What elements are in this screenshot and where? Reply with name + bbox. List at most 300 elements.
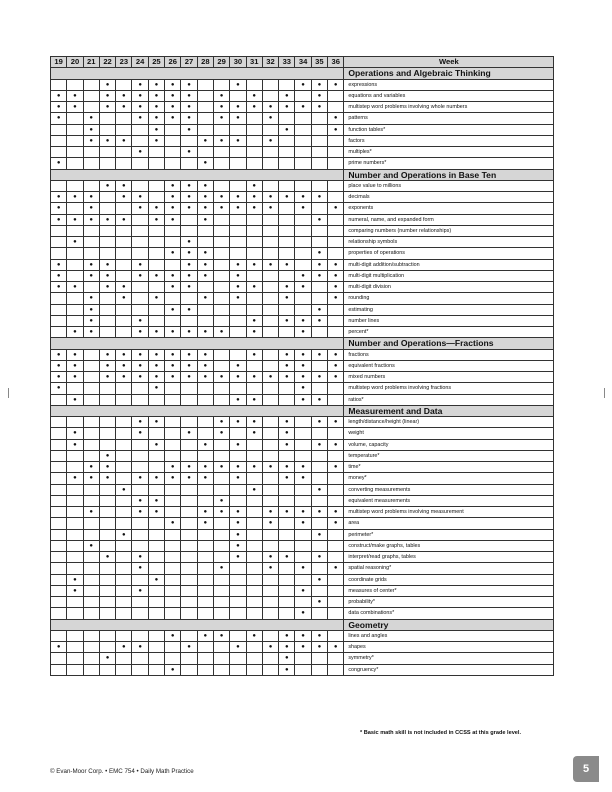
coverage-dot	[197, 203, 213, 214]
empty-cell	[148, 315, 164, 326]
empty-cell	[328, 158, 344, 169]
coverage-dot	[116, 293, 132, 304]
empty-cell	[132, 394, 148, 405]
empty-cell	[279, 147, 295, 158]
coverage-dot	[148, 113, 164, 124]
coverage-dot	[116, 282, 132, 293]
empty-cell	[295, 597, 311, 608]
empty-cell	[51, 417, 67, 428]
empty-cell	[213, 664, 229, 675]
coverage-dot	[197, 462, 213, 473]
coverage-dot	[83, 214, 99, 225]
coverage-dot	[279, 372, 295, 383]
empty-cell	[67, 653, 83, 664]
empty-cell	[295, 113, 311, 124]
empty-cell	[279, 158, 295, 169]
empty-cell	[116, 552, 132, 563]
coverage-dot	[67, 282, 83, 293]
empty-cell	[181, 563, 197, 574]
empty-cell	[246, 552, 262, 563]
coverage-dot	[279, 428, 295, 439]
empty-cell	[99, 113, 115, 124]
empty-cell	[165, 383, 181, 394]
empty-cell	[246, 158, 262, 169]
empty-cell	[148, 653, 164, 664]
empty-cell	[262, 248, 278, 259]
empty-cell	[230, 585, 246, 596]
coverage-dot	[279, 90, 295, 101]
empty-cell	[279, 597, 295, 608]
coverage-dot	[99, 282, 115, 293]
coverage-dot	[116, 349, 132, 360]
skill-label: estimating	[344, 304, 554, 315]
empty-cell	[246, 237, 262, 248]
empty-cell	[279, 518, 295, 529]
coverage-dot	[295, 608, 311, 619]
coverage-dot	[230, 135, 246, 146]
coverage-dot	[262, 135, 278, 146]
empty-cell	[83, 552, 99, 563]
coverage-dot	[83, 304, 99, 315]
coverage-dot	[181, 79, 197, 90]
empty-cell	[246, 540, 262, 551]
coverage-dot	[51, 270, 67, 281]
empty-cell	[197, 113, 213, 124]
empty-cell	[213, 225, 229, 236]
empty-cell	[279, 450, 295, 461]
coverage-dot	[181, 462, 197, 473]
coverage-dot	[213, 417, 229, 428]
skill-row	[51, 203, 554, 214]
empty-cell	[181, 450, 197, 461]
coverage-dot	[132, 349, 148, 360]
empty-cell	[132, 484, 148, 495]
coverage-dot	[295, 192, 311, 203]
coverage-dot	[99, 450, 115, 461]
empty-cell	[116, 315, 132, 326]
empty-cell	[148, 518, 164, 529]
empty-cell	[83, 428, 99, 439]
empty-cell	[99, 664, 115, 675]
empty-cell	[83, 248, 99, 259]
empty-cell	[279, 608, 295, 619]
empty-cell	[99, 203, 115, 214]
empty-cell	[262, 214, 278, 225]
empty-cell	[246, 248, 262, 259]
empty-cell	[99, 585, 115, 596]
empty-cell	[116, 225, 132, 236]
week-number-22: 22	[99, 57, 115, 68]
coverage-dot	[328, 360, 344, 371]
empty-cell	[116, 507, 132, 518]
category-title: Geometry	[344, 619, 554, 630]
week-number-32: 32	[262, 57, 278, 68]
coverage-dot	[116, 135, 132, 146]
coverage-dot	[262, 462, 278, 473]
empty-cell	[67, 113, 83, 124]
empty-cell	[230, 428, 246, 439]
empty-cell	[197, 563, 213, 574]
coverage-dot	[328, 372, 344, 383]
empty-cell	[230, 574, 246, 585]
category-row	[51, 68, 554, 79]
empty-cell	[197, 529, 213, 540]
coverage-dot	[279, 293, 295, 304]
coverage-dot	[246, 102, 262, 113]
empty-cell	[51, 552, 67, 563]
week-number-36: 36	[328, 57, 344, 68]
empty-cell	[262, 158, 278, 169]
skill-label: volume, capacity	[344, 439, 554, 450]
empty-cell	[83, 147, 99, 158]
empty-cell	[148, 225, 164, 236]
skill-label: probability*	[344, 597, 554, 608]
empty-cell	[181, 417, 197, 428]
empty-cell	[230, 495, 246, 506]
empty-cell	[132, 135, 148, 146]
empty-cell	[311, 518, 327, 529]
empty-cell	[328, 664, 344, 675]
coverage-dot	[328, 124, 344, 135]
coverage-dot	[279, 552, 295, 563]
coverage-dot	[213, 192, 229, 203]
coverage-dot	[262, 192, 278, 203]
coverage-dot	[165, 462, 181, 473]
empty-cell	[311, 293, 327, 304]
skill-label: properties of operations	[344, 248, 554, 259]
coverage-dot	[116, 642, 132, 653]
coverage-dot	[328, 259, 344, 270]
coverage-dot	[197, 439, 213, 450]
coverage-dot	[230, 372, 246, 383]
coverage-dot	[295, 518, 311, 529]
coverage-dot	[262, 113, 278, 124]
coverage-dot	[148, 79, 164, 90]
empty-cell	[116, 608, 132, 619]
empty-cell	[230, 349, 246, 360]
empty-cell	[67, 518, 83, 529]
empty-cell	[165, 237, 181, 248]
empty-cell	[262, 349, 278, 360]
empty-cell	[116, 327, 132, 338]
coverage-dot	[197, 473, 213, 484]
coverage-dot	[67, 214, 83, 225]
coverage-dot	[67, 372, 83, 383]
week-header-row	[51, 57, 554, 68]
coverage-dot	[246, 428, 262, 439]
empty-cell	[246, 135, 262, 146]
empty-cell	[99, 383, 115, 394]
skill-label: multiples*	[344, 147, 554, 158]
coverage-dot	[132, 102, 148, 113]
category-row	[51, 405, 554, 416]
coverage-dot	[99, 180, 115, 191]
coverage-dot	[148, 360, 164, 371]
empty-cell	[116, 585, 132, 596]
empty-cell	[246, 360, 262, 371]
coverage-dot	[132, 552, 148, 563]
week-number-27: 27	[181, 57, 197, 68]
empty-cell	[295, 450, 311, 461]
skills-week-grid	[50, 56, 554, 676]
empty-cell	[197, 608, 213, 619]
empty-cell	[279, 180, 295, 191]
empty-cell	[262, 574, 278, 585]
coverage-dot	[165, 327, 181, 338]
empty-cell	[279, 394, 295, 405]
coverage-dot	[230, 417, 246, 428]
coverage-dot	[116, 484, 132, 495]
coverage-dot	[279, 473, 295, 484]
empty-cell	[181, 394, 197, 405]
skill-label: multi-digit addition/subtraction	[344, 259, 554, 270]
coverage-dot	[99, 552, 115, 563]
skill-row	[51, 147, 554, 158]
empty-cell	[295, 417, 311, 428]
empty-cell	[165, 293, 181, 304]
empty-cell	[311, 462, 327, 473]
empty-cell	[311, 450, 327, 461]
coverage-dot	[213, 563, 229, 574]
empty-cell	[67, 552, 83, 563]
coverage-dot	[99, 214, 115, 225]
coverage-dot	[230, 113, 246, 124]
empty-cell	[67, 180, 83, 191]
skill-label: area	[344, 518, 554, 529]
empty-cell	[197, 282, 213, 293]
empty-cell	[328, 147, 344, 158]
coverage-dot	[132, 327, 148, 338]
empty-cell	[328, 394, 344, 405]
category-title: Number and Operations—Fractions	[344, 338, 554, 349]
coverage-dot	[279, 360, 295, 371]
coverage-dot	[181, 642, 197, 653]
page-footer: © Evan-Moor Corp. • EMC 754 • Daily Math Practice	[50, 768, 194, 775]
skill-row	[51, 642, 554, 653]
empty-cell	[246, 214, 262, 225]
coverage-dot	[148, 124, 164, 135]
empty-cell	[67, 563, 83, 574]
empty-cell	[67, 158, 83, 169]
coverage-dot	[197, 518, 213, 529]
empty-cell	[197, 304, 213, 315]
coverage-dot	[83, 315, 99, 326]
coverage-dot	[181, 349, 197, 360]
empty-cell	[51, 574, 67, 585]
empty-cell	[132, 383, 148, 394]
empty-cell	[83, 574, 99, 585]
coverage-dot	[165, 664, 181, 675]
skill-row	[51, 462, 554, 473]
coverage-dot	[116, 372, 132, 383]
empty-cell	[279, 495, 295, 506]
coverage-dot	[165, 79, 181, 90]
empty-cell	[213, 484, 229, 495]
empty-cell	[67, 462, 83, 473]
skill-row	[51, 259, 554, 270]
coverage-dot	[132, 417, 148, 428]
coverage-dot	[148, 507, 164, 518]
coverage-dot	[83, 113, 99, 124]
empty-cell	[246, 383, 262, 394]
week-number-35: 35	[311, 57, 327, 68]
coverage-dot	[311, 394, 327, 405]
coverage-dot	[99, 372, 115, 383]
empty-cell	[67, 664, 83, 675]
coverage-dot	[328, 203, 344, 214]
empty-cell	[116, 653, 132, 664]
empty-cell	[83, 383, 99, 394]
empty-cell	[132, 574, 148, 585]
empty-cell	[83, 495, 99, 506]
empty-cell	[246, 507, 262, 518]
empty-cell	[165, 315, 181, 326]
coverage-dot	[181, 428, 197, 439]
empty-cell	[213, 394, 229, 405]
empty-cell	[213, 597, 229, 608]
empty-cell	[51, 248, 67, 259]
empty-cell	[230, 180, 246, 191]
empty-cell	[230, 597, 246, 608]
skill-row	[51, 394, 554, 405]
empty-cell	[197, 315, 213, 326]
empty-cell	[328, 484, 344, 495]
empty-cell	[279, 237, 295, 248]
empty-cell	[51, 529, 67, 540]
empty-cell	[230, 315, 246, 326]
empty-cell	[148, 248, 164, 259]
empty-cell	[67, 203, 83, 214]
coverage-dot	[51, 90, 67, 101]
coverage-dot	[197, 327, 213, 338]
empty-cell	[51, 79, 67, 90]
empty-cell	[67, 642, 83, 653]
coverage-dot	[311, 192, 327, 203]
skill-label: shapes	[344, 642, 554, 653]
skill-label: decimals	[344, 192, 554, 203]
empty-cell	[328, 450, 344, 461]
empty-cell	[213, 552, 229, 563]
empty-cell	[197, 574, 213, 585]
coverage-dot	[116, 180, 132, 191]
coverage-dot	[230, 473, 246, 484]
empty-cell	[197, 495, 213, 506]
empty-cell	[116, 259, 132, 270]
empty-cell	[165, 608, 181, 619]
coverage-dot	[262, 507, 278, 518]
empty-cell	[230, 158, 246, 169]
empty-cell	[116, 518, 132, 529]
empty-cell	[99, 563, 115, 574]
empty-cell	[213, 585, 229, 596]
coverage-dot	[51, 102, 67, 113]
coverage-dot	[148, 214, 164, 225]
empty-cell	[295, 248, 311, 259]
empty-cell	[116, 147, 132, 158]
empty-cell	[51, 327, 67, 338]
coverage-dot	[165, 372, 181, 383]
skill-row	[51, 315, 554, 326]
coverage-dot	[246, 630, 262, 641]
category-title: Measurement and Data	[344, 405, 554, 416]
empty-cell	[181, 214, 197, 225]
empty-cell	[51, 135, 67, 146]
empty-cell	[83, 102, 99, 113]
empty-cell	[262, 237, 278, 248]
skill-row	[51, 417, 554, 428]
empty-cell	[148, 237, 164, 248]
coverage-dot	[148, 135, 164, 146]
coverage-dot	[67, 439, 83, 450]
skill-row	[51, 585, 554, 596]
empty-cell	[311, 608, 327, 619]
empty-cell	[262, 90, 278, 101]
coverage-dot	[311, 79, 327, 90]
coverage-dot	[295, 394, 311, 405]
empty-cell	[213, 158, 229, 169]
empty-cell	[165, 597, 181, 608]
coverage-dot	[132, 642, 148, 653]
empty-cell	[230, 304, 246, 315]
skill-row	[51, 349, 554, 360]
empty-cell	[148, 642, 164, 653]
skill-row	[51, 372, 554, 383]
skill-row	[51, 192, 554, 203]
empty-cell	[197, 237, 213, 248]
coverage-dot	[246, 315, 262, 326]
coverage-dot	[148, 495, 164, 506]
empty-cell	[230, 484, 246, 495]
empty-cell	[99, 518, 115, 529]
empty-cell	[230, 608, 246, 619]
empty-cell	[295, 484, 311, 495]
coverage-dot	[328, 439, 344, 450]
empty-cell	[311, 664, 327, 675]
empty-cell	[328, 214, 344, 225]
empty-cell	[213, 653, 229, 664]
empty-cell	[99, 630, 115, 641]
empty-cell	[197, 124, 213, 135]
empty-cell	[67, 147, 83, 158]
coverage-dot	[230, 203, 246, 214]
coverage-dot	[246, 90, 262, 101]
empty-cell	[132, 237, 148, 248]
empty-cell	[328, 304, 344, 315]
coverage-dot	[295, 585, 311, 596]
empty-cell	[165, 124, 181, 135]
empty-cell	[148, 304, 164, 315]
empty-cell	[181, 529, 197, 540]
empty-cell	[181, 293, 197, 304]
skill-row	[51, 124, 554, 135]
coverage-dot	[328, 462, 344, 473]
coverage-dot	[132, 192, 148, 203]
empty-cell	[230, 225, 246, 236]
coverage-dot	[213, 428, 229, 439]
empty-cell	[83, 597, 99, 608]
coverage-dot	[51, 383, 67, 394]
empty-cell	[328, 90, 344, 101]
week-number-21: 21	[83, 57, 99, 68]
coverage-dot	[246, 192, 262, 203]
empty-cell	[67, 507, 83, 518]
empty-cell	[197, 585, 213, 596]
week-number-24: 24	[132, 57, 148, 68]
empty-cell	[279, 248, 295, 259]
empty-cell	[181, 495, 197, 506]
skill-label: numeral, name, and expanded form	[344, 214, 554, 225]
empty-cell	[230, 664, 246, 675]
